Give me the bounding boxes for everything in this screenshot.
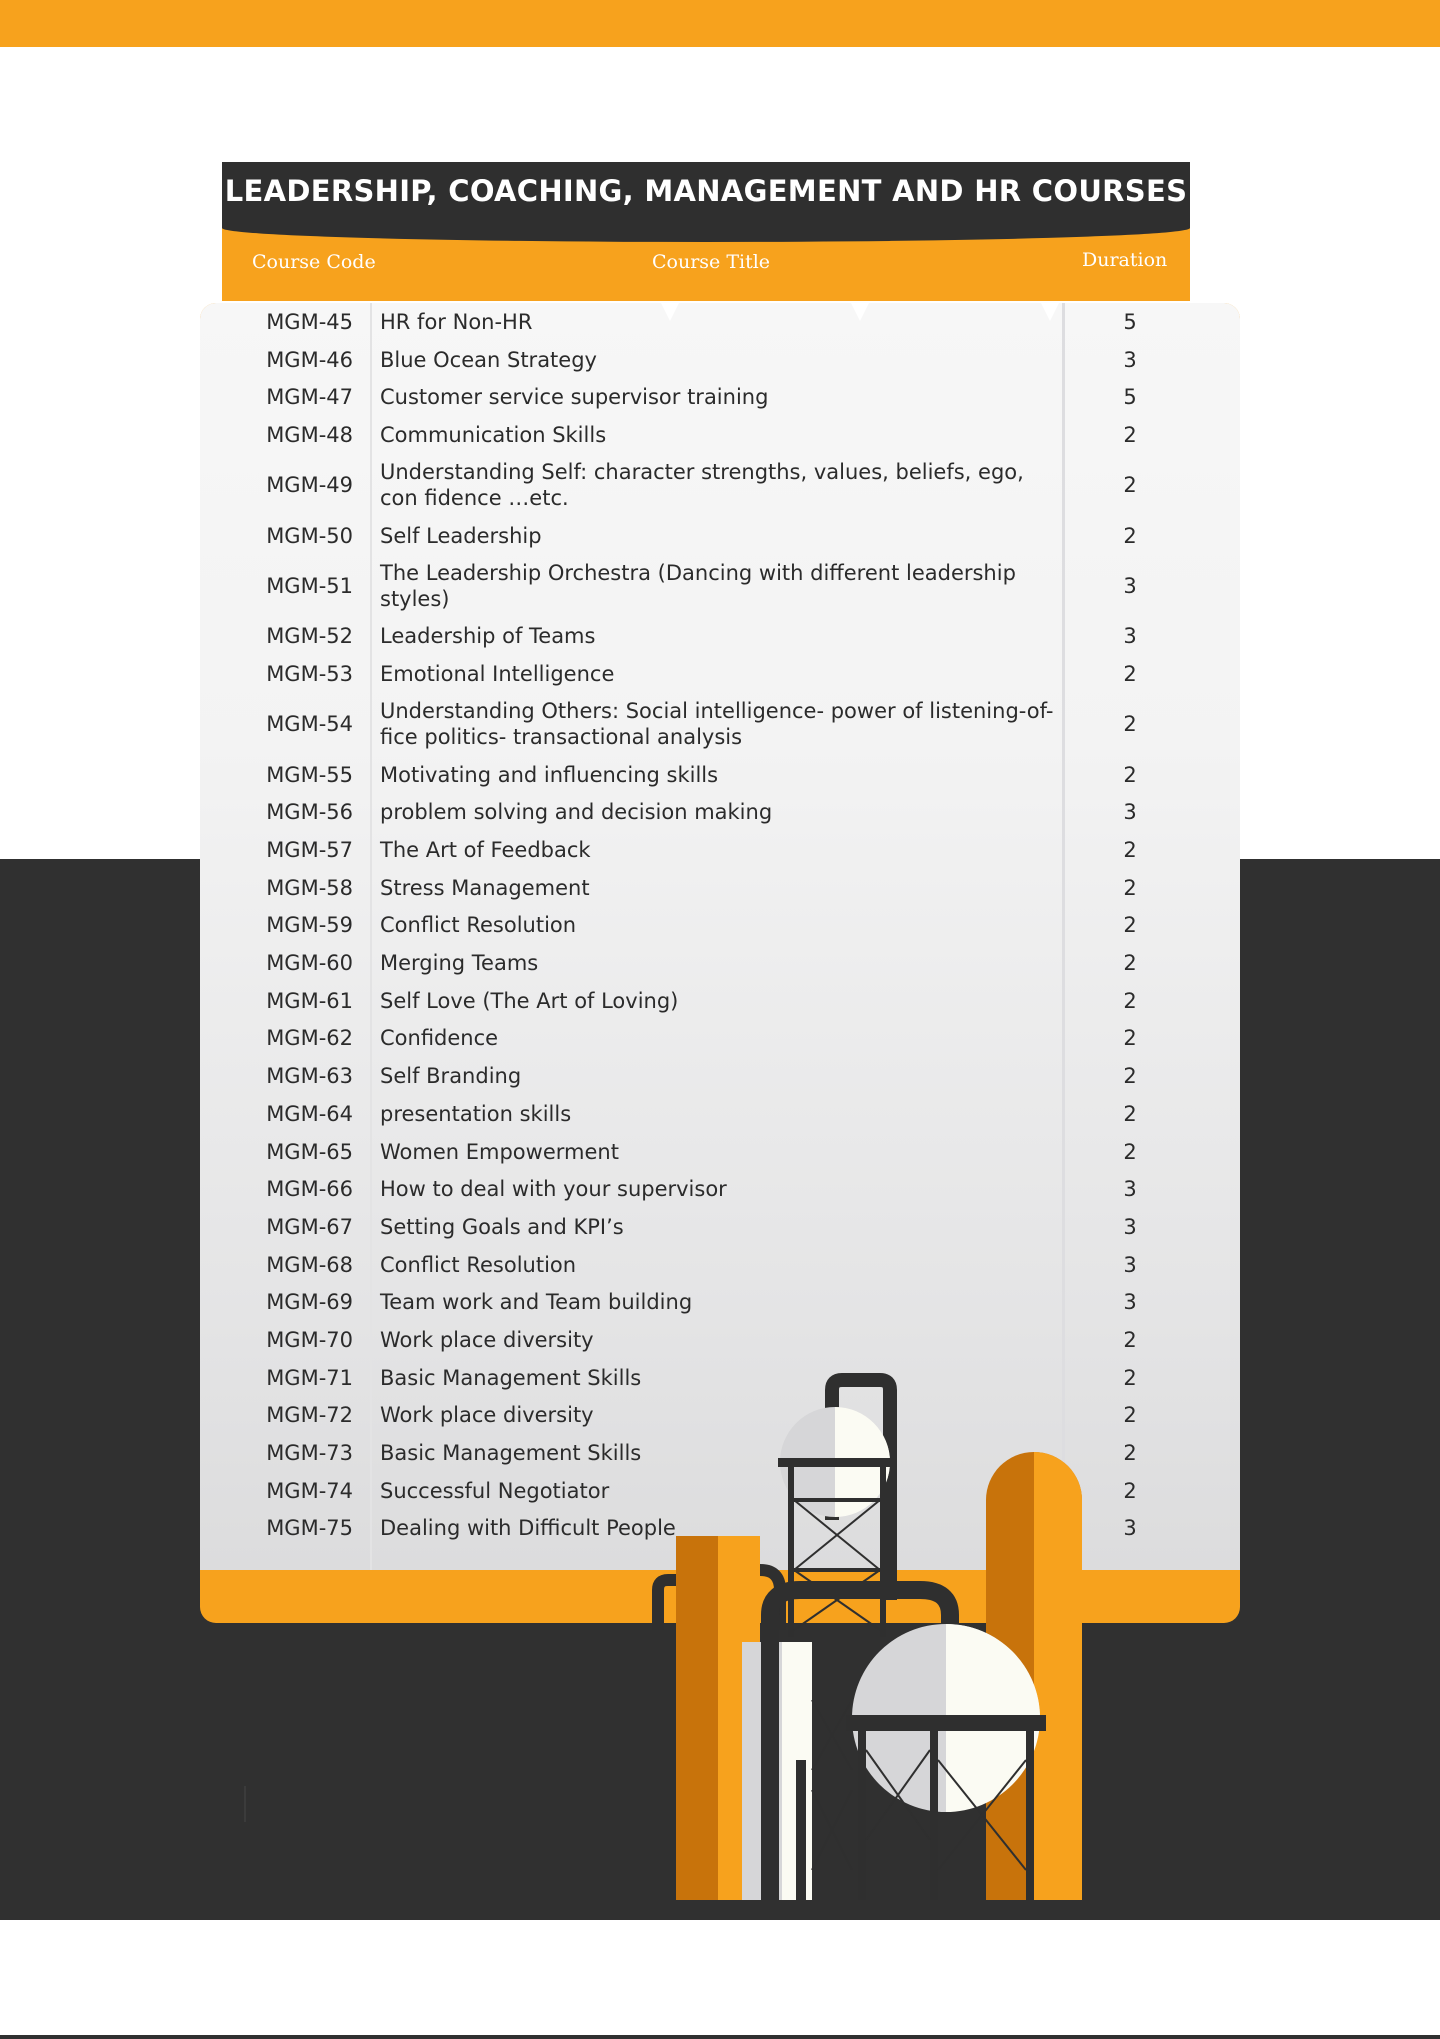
course-duration: 2 xyxy=(1123,1101,1137,1126)
course-code: MGM-73 xyxy=(266,1441,353,1466)
course-code: MGM-53 xyxy=(266,661,353,686)
course-duration: 3 xyxy=(1123,347,1137,372)
course-code: MGM-45 xyxy=(266,309,353,334)
course-duration: 2 xyxy=(1123,661,1137,686)
course-duration: 2 xyxy=(1123,1365,1137,1390)
course-title: Self Love (The Art of Loving) xyxy=(380,988,679,1013)
course-code: MGM-75 xyxy=(266,1516,353,1541)
course-code: MGM-47 xyxy=(266,385,353,410)
bottom-rule xyxy=(0,2035,1440,2039)
course-title: Stress Management xyxy=(380,875,590,900)
course-title: Leadership of Teams xyxy=(380,624,596,649)
table-row xyxy=(200,1246,1240,1284)
table-row xyxy=(200,1208,1240,1246)
table-row xyxy=(200,756,1240,794)
course-duration: 3 xyxy=(1123,573,1137,598)
course-duration: 2 xyxy=(1123,875,1137,900)
table-row xyxy=(200,655,1240,693)
table-row xyxy=(200,1020,1240,1058)
course-title: Basic Management Skills xyxy=(380,1441,642,1466)
course-duration: 2 xyxy=(1123,988,1137,1013)
table-row xyxy=(200,1057,1240,1095)
course-duration: 2 xyxy=(1123,1441,1137,1466)
course-code: MGM-60 xyxy=(266,951,353,976)
course-duration: 2 xyxy=(1123,1403,1137,1428)
title-banner xyxy=(222,162,1190,242)
course-title: Women Empowerment xyxy=(380,1139,619,1164)
table-row xyxy=(200,869,1240,907)
table-row xyxy=(200,1283,1240,1321)
table-row xyxy=(200,907,1240,945)
course-code: MGM-52 xyxy=(266,624,353,649)
course-title: Confidence xyxy=(380,1026,499,1051)
course-duration: 3 xyxy=(1123,1290,1137,1315)
course-code: MGM-62 xyxy=(266,1026,353,1051)
column-header-duration: Duration xyxy=(1082,249,1168,271)
table-row xyxy=(200,982,1240,1020)
course-duration: 2 xyxy=(1123,951,1137,976)
course-title: Understanding Others: Social intelligence- power of listening-of- fice politics- transactional analysis xyxy=(380,699,1054,750)
course-duration: 3 xyxy=(1123,1252,1137,1277)
course-code: MGM-66 xyxy=(266,1177,353,1202)
course-title: Communication Skills xyxy=(380,422,607,447)
course-title: Understanding Self: character strengths, values, beliefs, ego, con fidence …etc. xyxy=(380,460,1024,511)
course-title: Self Leadership xyxy=(380,523,542,548)
course-code: MGM-68 xyxy=(266,1252,353,1277)
course-code: MGM-70 xyxy=(266,1327,353,1352)
course-title: Emotional Intelligence xyxy=(380,661,615,686)
course-title: Work place diversity xyxy=(380,1327,594,1352)
course-title: presentation skills xyxy=(380,1101,572,1126)
course-code: MGM-48 xyxy=(266,422,353,447)
course-list xyxy=(200,303,1240,1547)
course-title: problem solving and decision making xyxy=(380,800,773,825)
course-code: MGM-65 xyxy=(266,1139,353,1164)
table-row xyxy=(200,794,1240,832)
course-code: MGM-71 xyxy=(266,1365,353,1390)
course-title: Merging Teams xyxy=(380,951,539,976)
course-code: MGM-56 xyxy=(266,800,353,825)
course-title: Self Branding xyxy=(380,1064,522,1089)
course-code: MGM-67 xyxy=(266,1214,353,1239)
table-row xyxy=(200,378,1240,416)
table-row xyxy=(200,1095,1240,1133)
course-duration: 2 xyxy=(1123,913,1137,938)
table-row xyxy=(200,554,1240,617)
table-row xyxy=(200,1321,1240,1359)
course-duration: 2 xyxy=(1123,1327,1137,1352)
column-header-code: Course Code xyxy=(252,251,376,273)
course-duration: 2 xyxy=(1123,762,1137,787)
column-header-title: Course Title xyxy=(652,251,771,273)
refinery-illustration xyxy=(640,1370,1100,1910)
course-duration: 2 xyxy=(1123,712,1137,737)
course-duration: 5 xyxy=(1123,309,1137,334)
course-duration: 2 xyxy=(1123,422,1137,447)
table-row xyxy=(200,341,1240,379)
course-code: MGM-59 xyxy=(266,913,353,938)
course-title: Blue Ocean Strategy xyxy=(380,347,597,372)
course-title: Basic Management Skills xyxy=(380,1365,642,1390)
table-row xyxy=(200,617,1240,655)
course-code: MGM-49 xyxy=(266,473,353,498)
table-row xyxy=(200,517,1240,555)
table-row xyxy=(200,1170,1240,1208)
course-title: Team work and Team building xyxy=(380,1290,693,1315)
course-title: Successful Negotiator xyxy=(380,1478,610,1503)
course-duration: 3 xyxy=(1123,624,1137,649)
course-duration: 3 xyxy=(1123,1214,1137,1239)
course-code: MGM-69 xyxy=(266,1290,353,1315)
course-title: Customer service supervisor training xyxy=(380,385,769,410)
table-row xyxy=(200,1133,1240,1171)
course-title: Conflict Resolution xyxy=(380,913,577,938)
course-code: MGM-54 xyxy=(266,712,353,737)
table-row xyxy=(200,693,1240,756)
course-title: Motivating and influencing skills xyxy=(380,762,719,787)
course-code: MGM-63 xyxy=(266,1064,353,1089)
decorative-mark xyxy=(244,1786,246,1822)
course-duration: 2 xyxy=(1123,838,1137,863)
course-duration: 2 xyxy=(1123,1026,1137,1051)
table-row xyxy=(200,831,1240,869)
course-title: Work place diversity xyxy=(380,1403,594,1428)
table-row xyxy=(200,454,1240,517)
course-title: How to deal with your supervisor xyxy=(380,1177,727,1202)
course-code: MGM-51 xyxy=(266,573,353,598)
course-duration: 2 xyxy=(1123,523,1137,548)
table-row xyxy=(200,944,1240,982)
course-code: MGM-46 xyxy=(266,347,353,372)
course-title: Dealing with Difficult People xyxy=(380,1516,676,1541)
course-code: MGM-57 xyxy=(266,838,353,863)
course-duration: 3 xyxy=(1123,1516,1137,1541)
course-title: HR for Non-HR xyxy=(380,309,533,334)
course-code: MGM-72 xyxy=(266,1403,353,1428)
course-duration: 2 xyxy=(1123,473,1137,498)
course-code: MGM-55 xyxy=(266,762,353,787)
table-row xyxy=(200,303,1240,341)
course-title: The Art of Feedback xyxy=(380,838,591,863)
course-duration: 2 xyxy=(1123,1064,1137,1089)
course-title: Setting Goals and KPI’s xyxy=(380,1214,624,1239)
top-accent-bar xyxy=(0,0,1440,47)
course-code: MGM-50 xyxy=(266,523,353,548)
course-code: MGM-64 xyxy=(266,1101,353,1126)
course-duration: 3 xyxy=(1123,800,1137,825)
course-duration: 3 xyxy=(1123,1177,1137,1202)
course-duration: 2 xyxy=(1123,1478,1137,1503)
course-title: Conflict Resolution xyxy=(380,1252,577,1277)
page-title: LEADERSHIP, COACHING, MANAGEMENT AND HR COURSES xyxy=(224,174,1188,208)
table-row xyxy=(200,416,1240,454)
course-duration: 2 xyxy=(1123,1139,1137,1164)
course-duration: 5 xyxy=(1123,385,1137,410)
course-code: MGM-61 xyxy=(266,988,353,1013)
course-title: The Leadership Orchestra (Dancing with different leadership styles) xyxy=(380,560,1016,611)
course-code: MGM-74 xyxy=(266,1478,353,1503)
course-code: MGM-58 xyxy=(266,875,353,900)
